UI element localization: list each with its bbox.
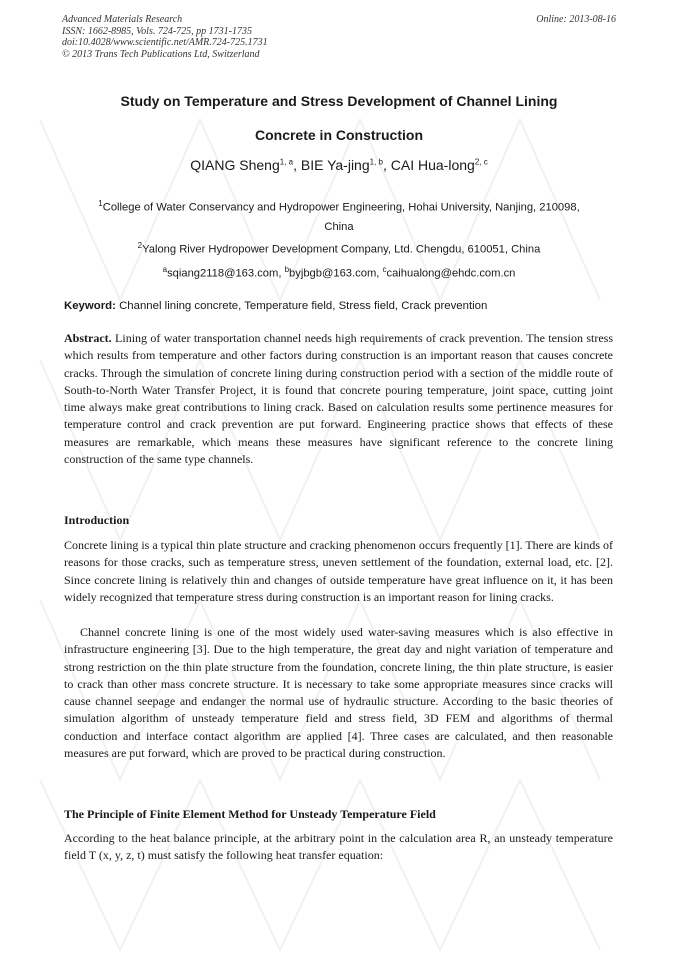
email-mark: b [284,265,290,274]
email-link[interactable]: sqiang2118@163.com [167,267,279,280]
email-mark: a [162,265,168,274]
section-heading-principle: The Principle of Finite Element Method for Unsteady Temperature Field [64,807,436,821]
paper-title-line-2: Concrete in Construction [254,127,423,143]
author-name: BIE Ya-jing [300,157,370,173]
author-name: QIANG Sheng [190,157,280,173]
author-list: QIANG Sheng$^{1, a}$, BIE Ya-jing$^{1, b}$, CAI Hua-long$^{2, c}$ [190,157,488,173]
email-link[interactable]: byjbgb@163.com [289,267,377,280]
principle-paragraph-1: According to the heat balance principle, at the arbitrary point in the calculation area R, an unsteady temperature field T (x, y, z, t) must satisfy the following heat transfer equation: [64,831,613,863]
author-affiliation-mark: 1, a [279,157,294,167]
abstract-text: Lining of water transportation channel needs high requirements of crack prevention. The tension stress which results from temperature and other factors during construction is an important reason that causes concrete cracks. Through the simulation of concrete lining during construction period with a section of the middle route of South-to-North Water Transfer Project, it is found that concrete pouring temperature, joint space, cutting joint time always make great contributions to lining crack. Based on calculation results some pertinence measures for temperature control and crack prevention are put forward. Engineering practice shows that effects of these measures are remarkable, which means these measures have significant reference to the concrete lining construction of the same type channels. [64,331,613,467]
paper-title-line-1: Study on Temperature and Stress Development of Channel Lining [120,93,558,109]
author-name: CAI Hua-long [390,157,475,173]
author-emails: $^a$sqiang2118@163.com, $^b$byjbgb@163.com, $^c$caihualong@ehdc.com.cn [162,265,516,280]
doi-link[interactable]: doi:10.4028/www.scientific.net/AMR.724-725.1731 [62,37,268,48]
keywords [64,300,624,312]
author-affiliation-mark: 1, b [369,157,383,167]
abstract [64,330,613,468]
keyword-label: Keyword: [64,300,116,312]
issn-line: ISSN: 1662-8985, Vols. 724-725, pp 1731-1735 [62,25,252,37]
journal-header [62,14,268,60]
affiliation-text: China [324,220,354,233]
affiliation-1 [62,194,616,237]
affiliation-text: Yalong River Hydropower Development Company, Ltd. Chengdu, 610051, China [142,243,541,256]
affiliation-mark: 1 [98,199,103,208]
email-mark: c [382,265,387,274]
copyright-line: © 2013 Trans Tech Publications Ltd, Switzerland [62,48,260,60]
abstract-label: Abstract. [64,331,112,345]
affiliation-2 [62,236,616,260]
affiliation-mark: 2 [137,241,143,250]
keyword-text: Channel lining concrete, Temperature field, Stress field, Crack prevention [115,300,488,312]
affiliation-text: College of Water Conservancy and Hydropower Engineering, Hohai University, Nanjing, 210098, [102,201,580,214]
email-link[interactable]: caihualong@ehdc.com.cn [386,267,516,280]
online-date: Online: 2013-08-16 [536,14,616,25]
introduction-paragraph-1: Concrete lining is a typical thin plate structure and cracking phenomenon occurs frequently [1]. There are kinds of reasons for those cracks, such as temperature stress, uneven settlement of the foundation, external load, etc. [2]. Since concrete lining is relatively thin and changes of outside temperature have great influence on it, it has been widely recognized that temperature stress during construction is an important reason for lining cracks. [64,538,613,604]
introduction-paragraph-2: Channel concrete lining is one of the most widely used water-saving measures which is also effective in infrastructure engineering [3]. Due to the high temperature, the great day and night variation of temperature and strong restriction on the thin plate structure from the foundation, concrete lining, the thin plate structure, is easier to crack than other mass concrete structure. It is necessary to take some appropriate measures since cracks will cause channel seepage and endanger the normal use of hydraulic structure. According to the basic theories of simulation algorithm of unsteady temperature field and stress field, 3D FEM and algorithms of thermal conduction and interface contact algorithm are applied [4]. Three cases are calculated, and then reasonable measures are put forward, which are proved to be practical during construction. [64,625,613,761]
author-affiliation-mark: 2, c [474,157,488,167]
journal-name: Advanced Materials Research [62,14,183,25]
section-heading-introduction: Introduction [64,513,130,527]
